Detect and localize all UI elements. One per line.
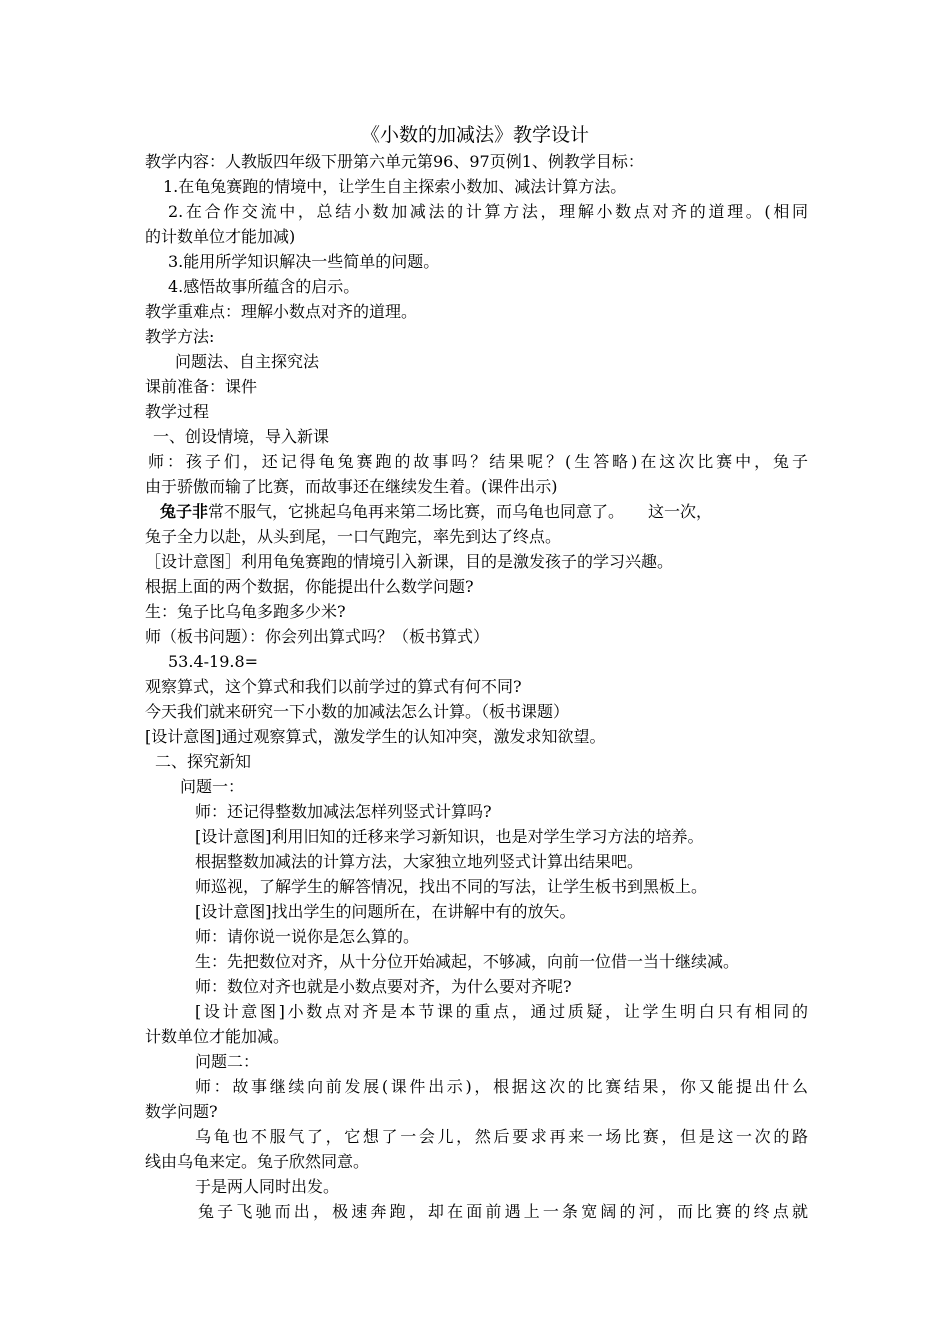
text-line: 数学问题? xyxy=(145,1102,218,1121)
text-line: [设计意图]找出学生的问题所在，在讲解中有的放矢。 xyxy=(195,902,576,921)
text-line: 根据上面的两个数据，你能提出什么数学问题? xyxy=(145,577,474,596)
text-line: 问题一： xyxy=(180,777,245,796)
text-line xyxy=(160,500,810,524)
text-line: 2.在合作交流中，总结小数加减法的计算方法，理解小数点对齐的道理。(相同 xyxy=(168,202,808,221)
text-line: 兔子全力以赴，从头到尾，一口气跑完，率先到达了终点。 xyxy=(145,527,562,546)
text-line: 今天我们就来研究一下小数的加减法怎么计算。（板书课题） xyxy=(145,702,570,721)
text-line: 问题二： xyxy=(195,1052,260,1071)
text-line: 师：数位对齐也就是小数点要对齐，为什么要对齐呢? xyxy=(195,977,572,996)
text-line: 教学重难点：理解小数点对齐的道理。 xyxy=(145,302,418,321)
text-line: 1.在龟兔赛跑的情境中，让学生自主探索小数加、减法计算方法。 xyxy=(163,177,627,196)
text-line: 根据整数加减法的计算方法，大家独立地列竖式计算出结果吧。 xyxy=(195,852,644,871)
text-line: 计数单位才能加减。 xyxy=(145,1027,290,1046)
section-heading: 一、创设情境，导入新课 xyxy=(153,427,330,446)
text-line: 师：还记得整数加减法怎样列竖式计算吗? xyxy=(195,802,492,821)
text-line: 师巡视，了解学生的解答情况，找出不同的写法，让学生板书到黑板上。 xyxy=(195,877,708,896)
text-line: 生：先把数位对齐，从十分位开始减起，不够减，向前一位借一当十继续减。 xyxy=(195,952,740,971)
text-line: 师：孩子们，还记得龟兔赛跑的故事吗？结果呢？(生答略)在这次比赛中，兔子 xyxy=(148,452,808,471)
text-line: 课前准备：课件 xyxy=(145,377,258,396)
text-line: 观察算式，这个算式和我们以前学过的算式有何不同? xyxy=(145,677,522,696)
bold-phrase: 兔子非 xyxy=(160,502,209,521)
document-title: 《小数的加减法》教学设计 xyxy=(360,124,589,146)
text-line: 师：故事继续向前发展(课件出示)，根据这次的比赛结果，你又能提出什么 xyxy=(195,1077,808,1096)
text-line: 的计数单位才能加减) xyxy=(145,227,296,246)
text-line: 问题法、自主探究法 xyxy=(175,352,320,371)
section-heading: 二、探究新知 xyxy=(155,752,252,771)
text-line: 乌龟也不服气了，它想了一会儿，然后要求再来一场比赛，但是这一次的路 xyxy=(195,1127,808,1146)
text-line: 3.能用所学知识解决一些简单的问题。 xyxy=(168,252,440,271)
text-line: ［设计意图］利用龟兔赛跑的情境引入新课，目的是激发孩子的学习兴趣。 xyxy=(145,552,674,571)
text-line: 兔子飞驰而出，极速奔跑，却在面前遇上一条宽阔的河，而比赛的终点就 xyxy=(198,1202,808,1221)
text-line: 线由乌龟来定。兔子欣然同意。 xyxy=(145,1152,370,1171)
text-line: [设计意图]小数点对齐是本节课的重点，通过质疑，让学生明白只有相同的 xyxy=(195,1002,808,1021)
formula: 53.4-19.8= xyxy=(168,652,259,671)
text-line-rest: 常不服气，它挑起乌龟再来第二场比赛，而乌龟也同意了。 这一次， xyxy=(208,502,713,521)
text-line: [设计意图]利用旧知的迁移来学习新知识，也是对学生学习方法的培养。 xyxy=(195,827,704,846)
text-line: 于是两人同时出发。 xyxy=(195,1177,340,1196)
text-line: 师：请你说一说你是怎么算的。 xyxy=(195,927,420,946)
text-line: 生：兔子比乌龟多跑多少米? xyxy=(145,602,346,621)
text-line: 教学方法: xyxy=(145,327,215,346)
text-line: 4.感悟故事所蕴含的启示。 xyxy=(168,277,360,296)
text-line: 由于骄傲而输了比赛，而故事还在继续发生着。(课件出示) xyxy=(145,477,558,496)
text-line: 教学内容：人教版四年级下册第六单元第96、97页例1、例教学目标： xyxy=(145,152,644,171)
text-line: [设计意图]通过观察算式，激发学生的认知冲突，激发求知欲望。 xyxy=(145,727,606,746)
text-line: 教学过程 xyxy=(145,402,210,421)
text-line: 师（板书问题）：你会列出算式吗？（板书算式） xyxy=(145,627,490,646)
